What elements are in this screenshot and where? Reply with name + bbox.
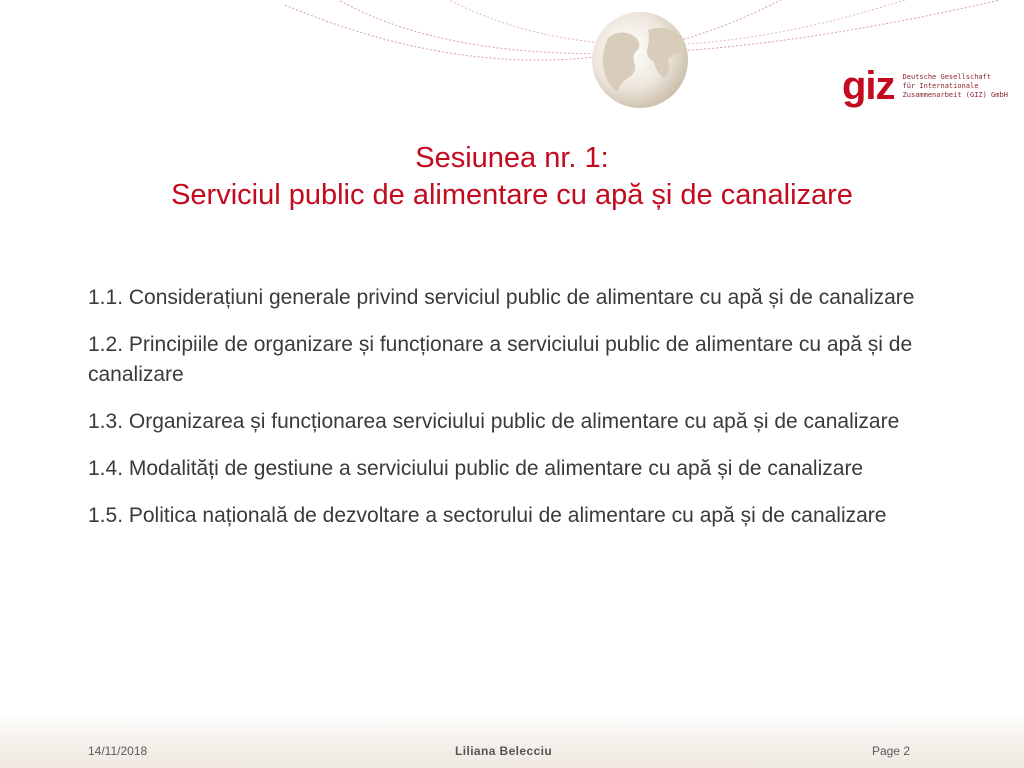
footer-page-number: Page 2 [871, 744, 910, 758]
footer-date: 14/11/2018 [88, 744, 148, 758]
agenda-list [88, 283, 948, 548]
globe-icon [592, 12, 688, 108]
giz-logo [842, 66, 1008, 106]
agenda-item: 1.2. Principiile de organizare și funcționare a serviciului public de alimentare cu apă și de canalizare [88, 333, 913, 386]
logo-tagline [903, 73, 1008, 100]
footer-author: Liliana Belecciu [455, 744, 553, 758]
logo-line: Zusammenarbeit (GIZ) GmbH [902, 90, 1008, 99]
agenda-item: 1.1. Considerațiuni generale privind serviciul public de alimentare cu apă și de canalizare [88, 286, 915, 309]
logo-line: für Internationale [902, 81, 979, 90]
slide-title-line1: Sesiunea nr. 1: [415, 142, 609, 174]
logo-mark: giz [842, 64, 895, 108]
agenda-item: 1.3. Organizarea și funcționarea serviciului public de alimentare cu apă și de canalizare [88, 410, 900, 433]
footer-band [0, 712, 1024, 768]
agenda-item: 1.5. Politica națională de dezvoltare a sectorului de alimentare cu apă și de canalizare [88, 504, 887, 527]
slide-title-line2: Serviciul public de alimentare cu apă și de canalizare [171, 179, 853, 211]
agenda-item: 1.4. Modalități de gestiune a serviciului public de alimentare cu apă și de canalizare [88, 457, 864, 480]
logo-line: Deutsche Gesellschaft [902, 72, 992, 81]
decor-arc [285, 0, 790, 60]
